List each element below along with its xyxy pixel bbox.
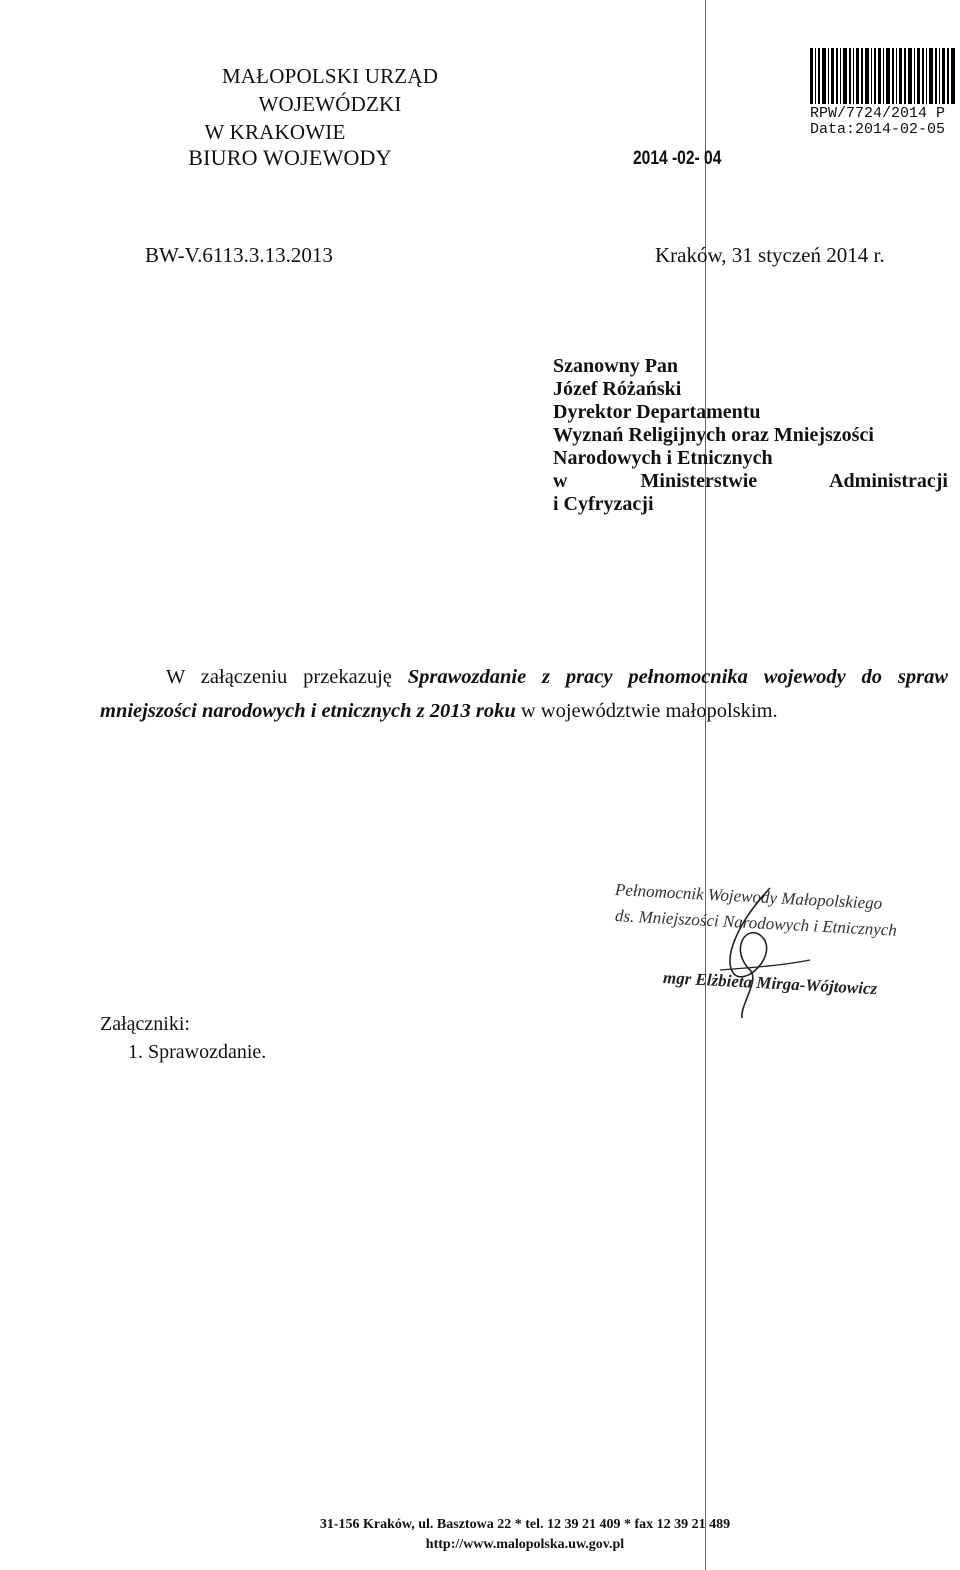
addressee-department-line1: Wyznań Religijnych oraz Mniejszości (553, 424, 874, 446)
addressee-name: Józef Różański (553, 378, 682, 400)
addressee-ministry-line1: w Ministerstwie Administracji (553, 470, 948, 492)
attachments-heading: Załączniki: (100, 1013, 190, 1035)
addressee-ministry-line2: i Cyfryzacji (553, 493, 654, 515)
office-city: W KRAKOWIE (204, 120, 346, 144)
stamp-title: Pełnomocnik Wojewody Małopolskiego (614, 880, 883, 913)
addressee-block (553, 355, 948, 516)
attachments-block (100, 1012, 266, 1064)
office-header (150, 62, 510, 146)
report-title: Sprawozdanie z pracy pełnomocnika wojewody do spraw mniejszości narodowych i etnicznych z 2013 roku (100, 666, 949, 722)
office-bureau: BIURO WOJEWODY (188, 145, 392, 170)
attachment-item: 1. Sprawozdanie. (128, 1041, 267, 1063)
handwritten-signature-icon (700, 880, 820, 1020)
barcode-date: Data:2014-02-05 (810, 121, 946, 138)
barcode-caption (810, 106, 945, 138)
barcode (810, 48, 955, 104)
barcode-icon (810, 48, 955, 104)
received-date-stamp: 2014 -02- 04 (633, 148, 722, 169)
footer-website: http://www.malopolska.uw.gov.pl (425, 1537, 625, 1552)
signatory-name: mgr Elżbieta Mirga-Wójtowicz (662, 968, 878, 999)
footer (145, 1515, 905, 1555)
body-lead: W załączeniu przekazuję (166, 666, 408, 688)
body-paragraph (100, 660, 948, 728)
stamp-department: ds. Mniejszości Narodowych i Etnicznych (614, 906, 898, 940)
reference-number: BW-V.6113.3.13.2013 (145, 243, 333, 267)
place-date: Kraków, 31 styczeń 2014 r. (655, 243, 885, 267)
addressee-position: Dyrektor Departamentu (553, 401, 761, 423)
signature-stamp (605, 880, 945, 1020)
addressee-salutation: Szanowny Pan (553, 355, 679, 377)
office-name: MAŁOPOLSKI URZĄD WOJEWÓDZKI (221, 64, 439, 116)
scan-line (705, 0, 706, 1570)
addressee-department-line2: Narodowych i Etnicznych (553, 447, 773, 469)
barcode-id: RPW/7724/2014 P (810, 105, 946, 122)
footer-address: 31-156 Kraków, ul. Basztowa 22 * tel. 12 39 21 409 * fax 12 39 21 489 (319, 1517, 731, 1532)
body-tail: w województwie małopolskim. (515, 700, 778, 722)
